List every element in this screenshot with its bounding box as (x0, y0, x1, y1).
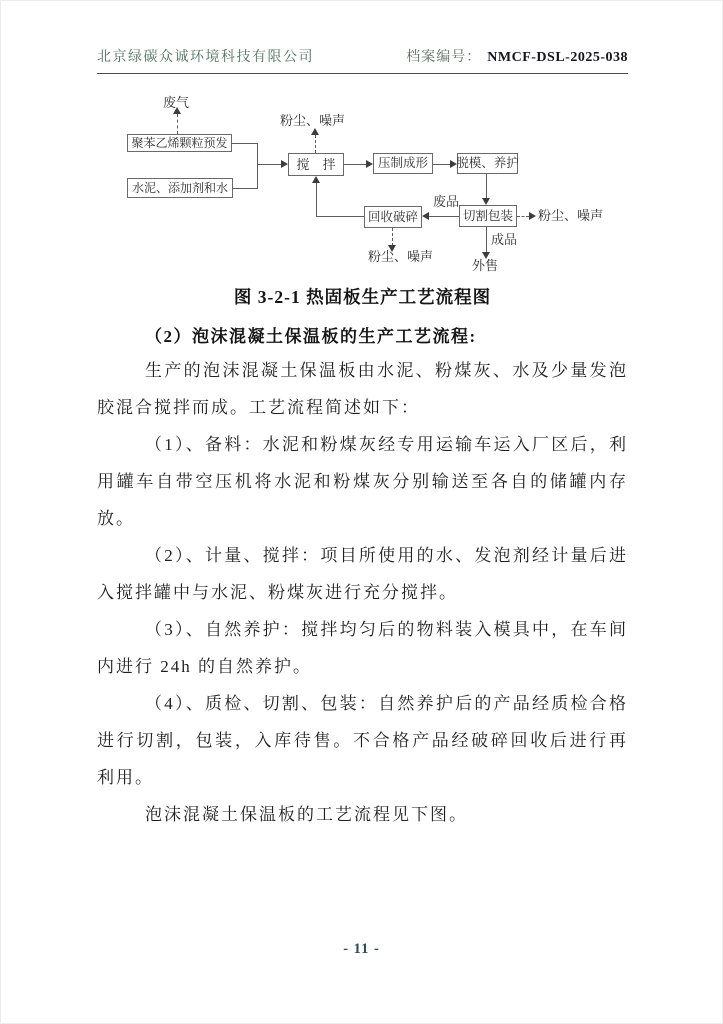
flow-node-cement-additives-water: 水泥、添加剂和水 (127, 178, 233, 198)
archive-number-label: 档案编号： (406, 50, 482, 65)
flow-node-press-forming: 压制成形 (373, 153, 433, 174)
connector-cement-stub (232, 188, 257, 189)
arrowhead-right-demold (450, 160, 457, 168)
arrowhead-right-dust-cut (529, 212, 536, 220)
paragraph-intro: 生产的泡沫混凝土保温板由水泥、粉煤灰、水及少量发泡胶混合搅拌而成。工艺流程简述如下： (97, 361, 628, 417)
flow-node-eps-preexpansion: 聚苯乙烯颗粒预发 (127, 134, 232, 152)
arrowhead-down-cut (482, 198, 490, 205)
dashed-line-recycle-to-dust (392, 228, 393, 246)
flow-node-cutting-packaging: 切割包装 (459, 205, 517, 227)
connector-recycle-feedback-horizontal (316, 216, 364, 217)
process-flowchart (0, 0, 723, 285)
connector-cut-to-recycle (429, 216, 459, 217)
dashed-line-cut-to-dust (517, 216, 529, 217)
arrowhead-up-into-mixing (312, 176, 320, 183)
connector-eps-stub (232, 143, 257, 144)
label-sold-externally: 外售 (472, 258, 499, 273)
arrowhead-up-wastegas (173, 107, 181, 114)
label-dust-noise-mixing: 粉尘、噪声 (280, 113, 346, 128)
flow-node-demold-curing: 脱模、养护 (457, 153, 518, 174)
label-scrap: 废品 (433, 194, 460, 209)
connector-into-mixing (257, 164, 281, 165)
arrowhead-right-into-mixing (281, 160, 288, 168)
paragraph-step-3: （3）、自然养护：搅拌均匀后的物料装入模具中，在车间内进行 24h 的自然养护。 (97, 620, 628, 676)
flow-node-mixing: 搅 拌 (288, 153, 344, 176)
flow-node-recycle-crushing: 回收破碎 (364, 206, 422, 228)
label-finished-product: 成品 (491, 232, 518, 247)
paragraph-step-1: （1）、备料：水泥和粉煤灰经专用运输车运入厂区后，利用罐车自带空压机将水泥和粉煤灰分别输送至各自的储罐内存放。 (97, 435, 628, 528)
arrowhead-down-sold (482, 252, 490, 259)
dashed-line-mix-to-dust (315, 135, 316, 153)
connector-press-to-demold (433, 164, 450, 165)
paragraph-step-4: （4）、质检、切割、包装：自然养护后的产品经质检合格进行切割，包装，入库待售。不合格产品经破碎回收后进行再利用。 (97, 694, 628, 787)
label-dust-noise-recycle: 粉尘、噪声 (368, 249, 434, 264)
arrowhead-up-dust-mix (311, 128, 319, 135)
archive-number-value: NMCF-DSL-2025-038 (487, 50, 628, 65)
arrowhead-right-press (366, 160, 373, 168)
arrowhead-left-recycle (422, 212, 429, 220)
body-text (97, 352, 628, 833)
dashed-line-eps-to-wastegas (177, 114, 178, 134)
paragraph-step-2: （2）、计量、搅拌：项目所使用的水、发泡剂经计量后进入搅拌罐中与水泥、粉煤灰进行充分搅拌。 (97, 546, 628, 602)
figure-caption: 图 3-2-1 热固板生产工艺流程图 (233, 287, 492, 307)
connector-demold-to-cut (486, 174, 487, 198)
connector-mix-to-press (344, 164, 366, 165)
section-heading: （2）泡沫混凝土保温板的生产工艺流程: (145, 327, 477, 346)
connector-cut-to-sold (486, 227, 487, 252)
label-dust-noise-cutting: 粉尘、噪声 (538, 208, 604, 223)
connector-recycle-feedback-vertical (316, 183, 317, 217)
arrowhead-down-dust-recycle (388, 245, 396, 252)
connector-junction-vertical (257, 143, 258, 189)
label-waste-gas: 废气 (163, 95, 190, 110)
company-name: 北京绿碳众诚环境科技有限公司 (97, 50, 314, 65)
page-number: - 11 - (343, 941, 380, 957)
paragraph-closing: 泡沫混凝土保温板的工艺流程见下图。 (145, 805, 468, 824)
